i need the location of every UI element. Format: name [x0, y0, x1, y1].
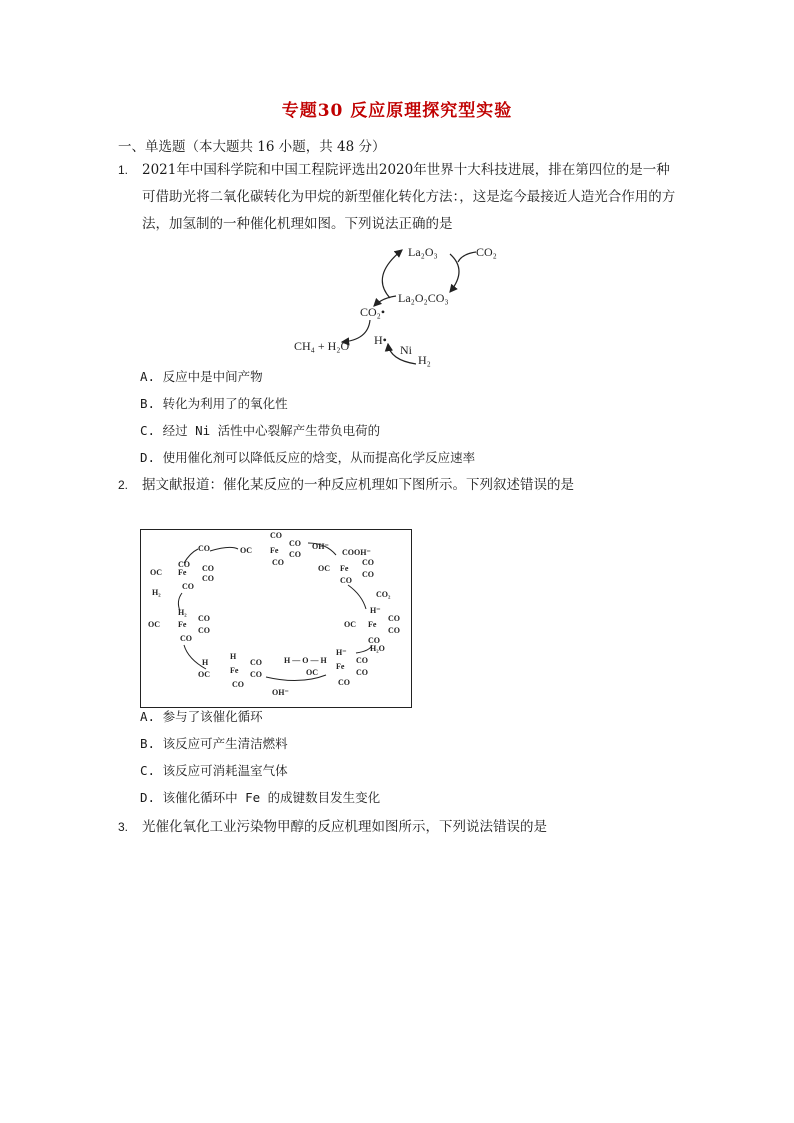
co2-radical-label: CO₂• [360, 305, 386, 319]
option-a[interactable]: A. 参与了该催化循环 [140, 709, 263, 724]
svg-text:Fe: Fe [230, 666, 239, 675]
svg-text:CO: CO [289, 550, 301, 559]
option-c[interactable]: C. 该反应可消耗温室气体 [140, 763, 288, 778]
question-stem: 据文献报道：催化某反应的一种反应机理如下图所示。下列叙述错误的是 [142, 477, 574, 493]
svg-text:CO: CO [232, 680, 244, 689]
svg-text:OC: OC [318, 564, 330, 573]
option-b[interactable]: B. 该反应可产生清洁燃料 [140, 736, 288, 751]
option-d[interactable]: D. 使用催化剂可以降低反应的焓变，从而提高化学反应速率 [140, 450, 476, 465]
question-number: 3. [118, 820, 129, 834]
question-1-options [140, 363, 475, 471]
svg-text:CO: CO [388, 626, 400, 635]
svg-text:CO: CO [356, 656, 368, 665]
question-stem: 光催化氧化工业污染物甲醇的反应机理如图所示，下列说法错误的是 [142, 819, 547, 835]
svg-text:Fe: Fe [368, 620, 377, 629]
page-title: 专题30 反应原理探究型实验 [281, 101, 513, 121]
svg-text:Fe: Fe [336, 662, 345, 671]
arrow-co2-in [458, 252, 476, 262]
arrow-right-loop [450, 254, 459, 292]
svg-text:OC: OC [198, 670, 210, 679]
iron-carbonyl-cycle-diagram [140, 529, 412, 708]
option-c[interactable]: C. 经过 Ni 活性中心裂解产生带负电荷的 [140, 423, 381, 438]
svg-text:Fe: Fe [340, 564, 349, 573]
option-d[interactable]: D. 该催化循环中 Fe 的成键数目发生变化 [140, 790, 381, 805]
svg-text:CO: CO [202, 574, 214, 583]
svg-text:H₂: H₂ [178, 608, 187, 617]
svg-text:OC: OC [148, 620, 160, 629]
svg-text:CO: CO [180, 634, 192, 643]
ni-label: Ni [400, 343, 412, 357]
svg-text:H⁻: H⁻ [336, 648, 347, 657]
section-heading: 一、单选题（本大题共 16 小题，共 48 分） [118, 139, 386, 155]
question-3 [118, 814, 678, 841]
question-2-options [140, 703, 380, 811]
svg-text:CO: CO [182, 582, 194, 591]
question-number: 2. [118, 478, 129, 492]
co2-label: CO₂ [476, 245, 497, 259]
question-stem: 2021年中国科学院和中国工程院评选出2020年世界十大科技进展，排在第四位的是一种可借助光将二氧化碳转化为甲烷的新型催化转化方法：，这是迄今最接近人造光合作用的方法，加氢制的一种催化机理如图。下列说法正确的是 [142, 162, 676, 232]
svg-text:H⁻: H⁻ [370, 606, 381, 615]
svg-text:OH⁻: OH⁻ [272, 688, 289, 697]
svg-text:CO: CO [250, 670, 262, 679]
question-1 [118, 157, 678, 238]
svg-text:H — O — H: H — O — H [284, 656, 327, 665]
svg-text:Fe: Fe [178, 568, 187, 577]
svg-text:CO: CO [198, 626, 210, 635]
svg-text:CO: CO [289, 539, 301, 548]
svg-text:CO: CO [270, 531, 282, 540]
svg-text:CO: CO [362, 558, 374, 567]
svg-text:CO: CO [388, 614, 400, 623]
svg-text:CO: CO [340, 576, 352, 585]
svg-text:OC: OC [150, 568, 162, 577]
svg-text:CO: CO [198, 614, 210, 623]
svg-text:CO: CO [198, 544, 210, 553]
svg-text:OC: OC [306, 668, 318, 677]
h2-label: H₂ [418, 353, 431, 367]
question-number: 1. [118, 163, 129, 177]
h-radical-label: H• [374, 333, 387, 347]
svg-text:CO: CO [250, 658, 262, 667]
svg-text:CO: CO [178, 560, 190, 569]
svg-text:CO₂: CO₂ [376, 590, 391, 599]
products-label: CH₄ + H₂O [294, 339, 350, 353]
svg-text:Fe: Fe [270, 546, 279, 555]
svg-text:H₂: H₂ [152, 588, 161, 597]
svg-text:CO: CO [202, 564, 214, 573]
svg-text:OC: OC [344, 620, 356, 629]
svg-text:OC: OC [240, 546, 252, 555]
svg-text:Fe: Fe [178, 620, 187, 629]
catalytic-cycle-diagram-1 [290, 236, 520, 368]
option-b[interactable]: B. 转化为利用了的氧化性 [140, 396, 288, 411]
question-2 [118, 472, 678, 499]
svg-text:H₂O: H₂O [370, 644, 385, 653]
svg-text:CO: CO [356, 668, 368, 677]
svg-text:H: H [202, 658, 209, 667]
svg-text:OH⁻: OH⁻ [312, 542, 329, 551]
svg-text:H: H [230, 652, 237, 661]
svg-text:COOH⁻: COOH⁻ [342, 548, 371, 557]
svg-text:CO: CO [368, 636, 380, 645]
la2o2co3-label: La₂O₂CO₃ [398, 291, 449, 305]
option-a[interactable]: A. 反应中是中间产物 [140, 369, 263, 384]
la2o3-label: La₂O₃ [408, 245, 438, 259]
svg-text:CO: CO [272, 558, 284, 567]
svg-text:CO: CO [338, 678, 350, 687]
svg-text:CO: CO [362, 570, 374, 579]
